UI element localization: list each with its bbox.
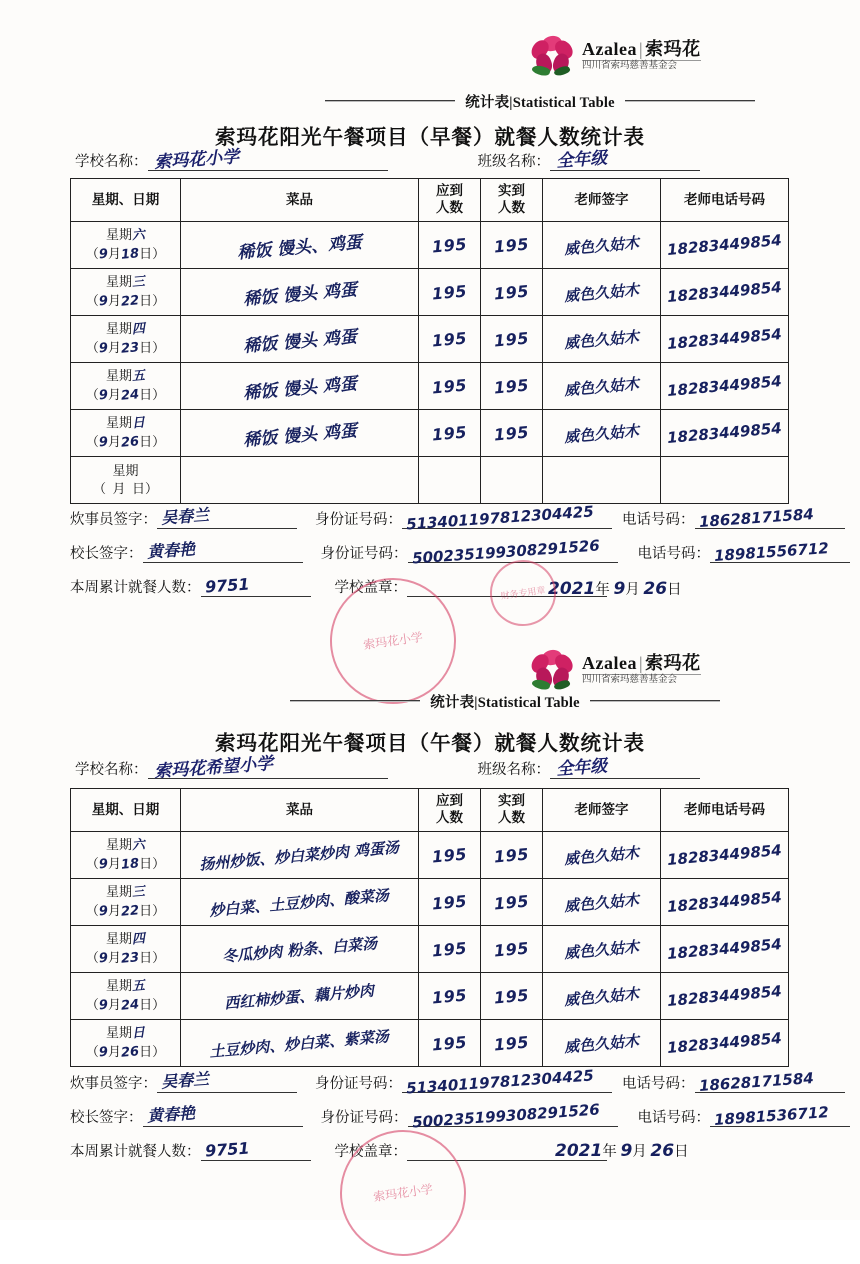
cell-expected[interactable]: 195: [419, 879, 481, 926]
cell-dish[interactable]: 西红柿炒蛋、藕片炒肉: [181, 973, 419, 1020]
principal-phone-value: 18981556712: [713, 539, 830, 565]
weekly-total-field[interactable]: [201, 1138, 311, 1161]
table-row: [71, 269, 789, 316]
col-teacher-signature: 老师签字: [543, 179, 661, 222]
cook-id-label: 身份证号码：: [315, 512, 402, 528]
class-name-label: 班级名称：: [477, 154, 550, 170]
cell-dish[interactable]: 稀饭 馒头、鸡蛋: [181, 222, 419, 269]
table-row: [71, 973, 789, 1020]
school-seal-stamp: 索玛花小学: [332, 1122, 474, 1264]
cell-phone[interactable]: 18283449854: [661, 410, 789, 457]
col-teacher-phone: 老师电话号码: [661, 789, 789, 832]
principal-signature-label: 校长签字：: [70, 1110, 143, 1126]
attendance-table-lunch: [70, 788, 789, 1067]
cell-actual[interactable]: 195: [481, 410, 543, 457]
class-name-field[interactable]: [550, 756, 700, 780]
ribbon-statistical-table: [325, 90, 755, 112]
weekly-total-label: 本周累计就餐人数：: [70, 580, 201, 596]
principal-id-field[interactable]: [408, 1100, 618, 1132]
cell-phone[interactable]: 18283449854: [661, 222, 789, 269]
col-dish: 菜品: [181, 789, 419, 832]
cell-weekday-date[interactable]: 星期五 （9月24日）: [71, 363, 181, 410]
cell-signature[interactable]: 威色久姑木: [543, 410, 661, 457]
class-name-value: 全年级: [555, 756, 608, 780]
secondary-stamp: 财务专用章: [486, 556, 561, 631]
cell-weekday-date[interactable]: 星期日 （9月26日）: [71, 1020, 181, 1067]
cell-actual[interactable]: 195: [481, 879, 543, 926]
cook-phone-field[interactable]: [695, 1069, 845, 1095]
brand-separator: |: [638, 38, 644, 59]
cell-actual[interactable]: 195: [481, 926, 543, 973]
cell-dish[interactable]: 稀饭 馒头 鸡蛋: [181, 269, 419, 316]
date-day-value: 26: [643, 579, 668, 599]
brand-name-cn: 索玛花: [645, 652, 701, 673]
table-row: [71, 222, 789, 269]
cook-phone-value: 18628171584: [698, 1069, 814, 1095]
cell-phone[interactable]: 18283449854: [661, 1020, 789, 1067]
col-actual: 实到 人数: [481, 789, 543, 832]
cell-weekday-date[interactable]: 星期六 （9月18日）: [71, 832, 181, 879]
cell-weekday-date[interactable]: 星期六 （9月18日）: [71, 222, 181, 269]
col-weekday-date: 星期、日期: [71, 789, 181, 832]
table-row: [71, 363, 789, 410]
cook-signature-label: 炊事员签字：: [70, 512, 157, 528]
principal-phone-field[interactable]: [710, 1103, 850, 1129]
cook-phone-value: 18628171584: [698, 505, 814, 531]
azalea-flower-icon: [530, 36, 576, 76]
brand-logo: [530, 36, 701, 76]
cook-phone-field[interactable]: [695, 505, 845, 531]
principal-phone-label: 电话号码：: [637, 546, 710, 562]
footer-lunch: [70, 1066, 860, 1174]
cell-weekday-date[interactable]: 星期四 （9月23日）: [71, 316, 181, 363]
ribbon-statistical-table-2: [290, 690, 720, 712]
footer-row-cook: [70, 1066, 860, 1098]
cell-signature[interactable]: 威色久姑木: [543, 222, 661, 269]
cell-signature[interactable]: 威色久姑木: [543, 363, 661, 410]
principal-signature-field[interactable]: [143, 539, 303, 563]
cell-expected[interactable]: 195: [419, 926, 481, 973]
cell-weekday-date[interactable]: 星期三 （9月22日）: [71, 269, 181, 316]
cook-signature-value: 吴春兰: [160, 1069, 210, 1092]
principal-phone-value: 18981536712: [713, 1103, 830, 1129]
cell-phone[interactable]: 18283449854: [661, 269, 789, 316]
cell-signature[interactable]: [543, 457, 661, 504]
ribbon-label: 统计表|Statistical Table: [430, 694, 580, 711]
table-row: [71, 879, 789, 926]
col-teacher-phone: 老师电话号码: [661, 179, 789, 222]
school-seal-stamp: 索玛花小学: [322, 570, 464, 712]
cell-dish[interactable]: 稀饭 馒头 鸡蛋: [181, 316, 419, 363]
cook-id-field[interactable]: [402, 502, 612, 534]
table-row: [71, 410, 789, 457]
principal-id-label: 身份证号码：: [320, 1110, 408, 1126]
principal-signature-value: 黄春艳: [145, 1103, 196, 1126]
cell-actual[interactable]: [481, 457, 543, 504]
cell-expected[interactable]: 195: [419, 832, 481, 879]
cook-id-label: 身份证号码：: [315, 1076, 402, 1092]
school-name-field[interactable]: [148, 147, 388, 173]
ribbon-label: 统计表|Statistical Table: [465, 94, 615, 111]
cook-signature-field[interactable]: [157, 1069, 297, 1093]
cell-expected[interactable]: 195: [419, 973, 481, 1020]
cell-actual[interactable]: 195: [481, 269, 543, 316]
cell-phone[interactable]: 18283449854: [661, 879, 789, 926]
weekly-total-value: 9751: [203, 1138, 250, 1161]
footer-row-principal: [70, 1100, 860, 1132]
brand-name-cn: 索玛花: [645, 38, 701, 59]
cook-signature-field[interactable]: [157, 505, 297, 529]
footer-row-total: [70, 576, 860, 597]
class-name-label: 班级名称：: [477, 762, 550, 778]
col-expected: 应到 人数: [419, 179, 481, 222]
col-actual: 实到 人数: [481, 179, 543, 222]
table-row: [71, 926, 789, 973]
cell-weekday-date[interactable]: 星期 （ 月 日）: [71, 457, 181, 504]
cell-actual[interactable]: 195: [481, 222, 543, 269]
col-teacher-signature: 老师签字: [543, 789, 661, 832]
school-name-label: 学校名称：: [75, 762, 148, 778]
brand-foundation: 四川省索玛慈善基金会: [582, 674, 701, 686]
cell-weekday-date[interactable]: 星期四 （9月23日）: [71, 926, 181, 973]
table-row: [71, 457, 789, 504]
cell-actual[interactable]: 195: [481, 973, 543, 1020]
footer-row-cook: [70, 502, 860, 534]
school-name-label: 学校名称：: [75, 154, 148, 170]
brand-name-en: Azalea: [582, 38, 637, 59]
cook-id-value: 513401197812304425: [405, 1066, 595, 1098]
cell-phone[interactable]: 18283449854: [661, 316, 789, 363]
cell-signature[interactable]: 威色久姑木: [543, 973, 661, 1020]
brand-foundation: 四川省索玛慈善基金会: [582, 60, 701, 72]
cell-expected[interactable]: 195: [419, 410, 481, 457]
cell-signature[interactable]: 威色久姑木: [543, 269, 661, 316]
cell-dish[interactable]: 扬州炒饭、炒白菜炒肉 鸡蛋汤: [181, 832, 419, 879]
cell-dish[interactable]: 冬瓜炒肉 粉条、白菜汤: [181, 926, 419, 973]
principal-id-value: 500235199308291526: [411, 1100, 600, 1132]
date-year-value: 2021: [555, 1141, 603, 1161]
principal-id-label: 身份证号码：: [320, 546, 408, 562]
cell-dish[interactable]: 炒白菜、土豆炒肉、酸菜汤: [181, 879, 419, 926]
date-line-breakfast: 2021年 9月 26日: [548, 579, 682, 599]
principal-signature-value: 黄春艳: [145, 539, 196, 562]
date-year-value: 2021: [548, 579, 596, 599]
footer-row-principal: [70, 536, 860, 568]
cell-dish[interactable]: 稀饭 馒头 鸡蛋: [181, 363, 419, 410]
col-dish: 菜品: [181, 179, 419, 222]
page-title-lunch: 索玛花阳光午餐项目（午餐）就餐人数统计表: [215, 733, 645, 755]
cell-expected[interactable]: 195: [419, 222, 481, 269]
date-month-value: 9: [613, 579, 626, 599]
cell-actual[interactable]: 195: [481, 316, 543, 363]
cell-dish[interactable]: 土豆炒肉、炒白菜、紫菜汤: [181, 1020, 419, 1067]
school-name-value: 索玛花小学: [153, 147, 240, 173]
brand-logo-2: Azalea | 索玛花 四川省索玛慈善基金会: [530, 650, 701, 690]
table-row: [71, 316, 789, 363]
cook-signature-value: 吴春兰: [160, 505, 210, 528]
cell-dish[interactable]: [181, 457, 419, 504]
cell-weekday-date[interactable]: 星期三 （9月22日）: [71, 879, 181, 926]
cell-expected[interactable]: 195: [419, 269, 481, 316]
principal-id-field[interactable]: [408, 536, 618, 568]
weekday-handwritten: 六: [131, 227, 146, 244]
meta-row-lunch: [75, 753, 775, 783]
cell-weekday-date[interactable]: 星期五 （9月24日）: [71, 973, 181, 1020]
table-row: [71, 1020, 789, 1067]
cook-id-value: 513401197812304425: [405, 502, 595, 534]
weekly-total-field[interactable]: [201, 574, 311, 597]
cell-expected[interactable]: 195: [419, 1020, 481, 1067]
school-seal-label: 学校盖章：: [334, 1144, 407, 1160]
table-header-row: [71, 789, 789, 832]
date-day-value: 26: [650, 1141, 675, 1161]
cell-phone[interactable]: 18283449854: [661, 363, 789, 410]
cell-dish[interactable]: 稀饭 馒头 鸡蛋: [181, 410, 419, 457]
cell-weekday-date[interactable]: 星期日 （9月26日）: [71, 410, 181, 457]
table-row: [71, 832, 789, 879]
cook-id-field[interactable]: [402, 1066, 612, 1098]
cell-signature[interactable]: 威色久姑木: [543, 1020, 661, 1067]
footer-row-total: [70, 1140, 860, 1161]
cell-expected[interactable]: [419, 457, 481, 504]
cell-phone[interactable]: 18283449854: [661, 832, 789, 879]
brand-name-en: Azalea: [582, 652, 637, 673]
class-name-field[interactable]: [550, 148, 700, 172]
principal-signature-field[interactable]: [143, 1103, 303, 1127]
cell-actual[interactable]: 195: [481, 832, 543, 879]
cell-phone[interactable]: [661, 457, 789, 504]
school-name-value: 索玛花希望小学: [153, 753, 274, 783]
cell-signature[interactable]: 威色久姑木: [543, 832, 661, 879]
attendance-table-breakfast: [70, 178, 789, 504]
school-name-field[interactable]: [148, 753, 388, 783]
cell-actual[interactable]: 195: [481, 1020, 543, 1067]
cell-actual[interactable]: 195: [481, 363, 543, 410]
cell-expected[interactable]: 195: [419, 316, 481, 363]
page-title-breakfast: 索玛花阳光午餐项目（早餐）就餐人数统计表: [215, 127, 645, 149]
principal-signature-label: 校长签字：: [70, 546, 143, 562]
cook-phone-label: 电话号码：: [622, 1076, 695, 1092]
col-weekday-date: 星期、日期: [71, 179, 181, 222]
footer-breakfast: [70, 502, 860, 610]
principal-phone-field[interactable]: [710, 539, 850, 565]
weekly-total-label: 本周累计就餐人数：: [70, 1144, 201, 1160]
cell-phone[interactable]: 18283449854: [661, 926, 789, 973]
cook-phone-label: 电话号码：: [622, 512, 695, 528]
date-line-lunch: 2021年 9月 26日: [555, 1141, 689, 1161]
principal-id-value: 500235199308291526: [411, 536, 600, 568]
cook-signature-label: 炊事员签字：: [70, 1076, 157, 1092]
table-header-row: [71, 179, 789, 222]
cell-expected[interactable]: 195: [419, 363, 481, 410]
cell-signature[interactable]: 威色久姑木: [543, 316, 661, 363]
cell-signature[interactable]: 威色久姑木: [543, 879, 661, 926]
azalea-flower-icon: [530, 650, 576, 690]
weekly-total-value: 9751: [203, 574, 250, 597]
cell-signature[interactable]: 威色久姑木: [543, 926, 661, 973]
meta-row-breakfast: [75, 147, 775, 173]
col-expected: 应到 人数: [419, 789, 481, 832]
date-month-value: 9: [620, 1141, 633, 1161]
principal-phone-label: 电话号码：: [637, 1110, 710, 1126]
cell-phone[interactable]: 18283449854: [661, 973, 789, 1020]
class-name-value: 全年级: [555, 148, 608, 172]
school-seal-label: 学校盖章：: [334, 580, 407, 596]
